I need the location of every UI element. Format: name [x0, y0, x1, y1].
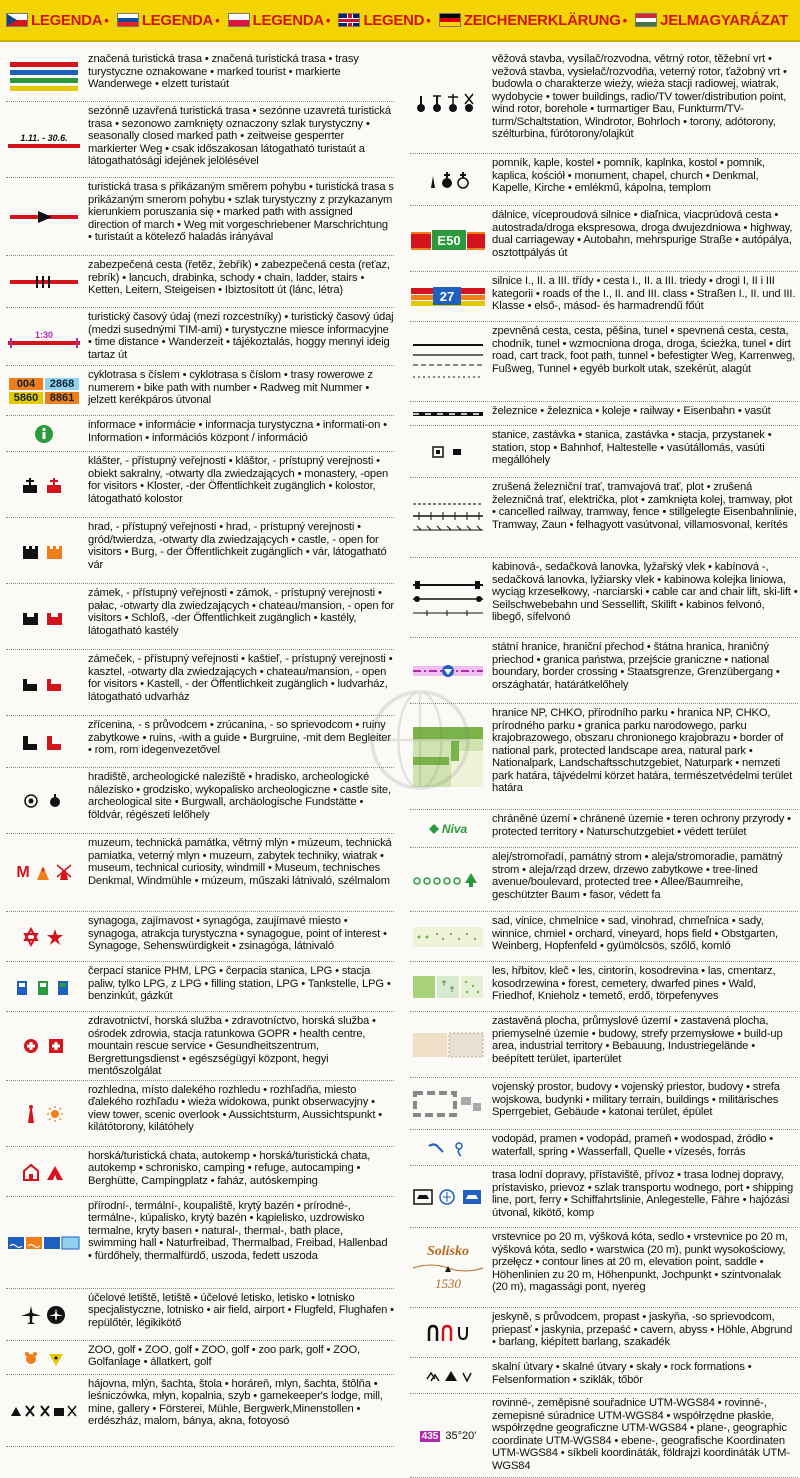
filling-station-icon [6, 965, 82, 1009]
legend-entry [410, 1012, 798, 1078]
cancelled-railway-icon [410, 481, 486, 555]
legend-text: cyklotrasa s číslem • cyklotrasa s číslom • trasy rowerowe z numerem • bike path with number • Radweg mit Nummer • jelzett kerékpáros útvonal [88, 369, 373, 406]
legend-text: zastavěná plocha, průmyslové území • zastavená plocha, priemyselné územie • budowy, strefy przemysłowe • build-up area, industrial territory • Bebauung, Industriegelände • beépített terület, iparterület [492, 1015, 783, 1065]
synagogue-poi-icon [6, 915, 82, 959]
museum-windmill-icon: M [6, 837, 82, 909]
legend-entry [6, 366, 394, 416]
legend-entry [6, 962, 394, 1012]
legend-text: skalní útvary • skalné útvary • skały • rock formations • Felsenformation • sziklák, tőbör [492, 1361, 752, 1386]
legend-entry [6, 1289, 394, 1341]
bike-code: 004 [9, 378, 43, 390]
header-label: JELMAGYARÁZAT [660, 11, 788, 29]
legend-text: vodopád, pramen • vodopád, prameň • wodospad, źródło • waterfall, spring • Wasserfall, Quelle • vízesés, forrás [492, 1133, 774, 1158]
czech-flag-icon [6, 13, 28, 27]
header-segment-gb: LEGEND • [332, 0, 432, 40]
legend-text: hranice NP, CHKO, přírodního parku • hranica NP, CHKO, prírodného parku • granica parku narodowego, parku krajobrazowego, obszaru chronionego krajobrazu • border of national park, protected landscape area, natural park • Nationalpark, Landschaftsschutzgebiet, Naturpark • nemzeti park határa, tájvédelmi körzet határa, természetvédelmi terület határa [492, 707, 793, 794]
legend-text: státní hranice, hraniční přechod • štátna hranica, hraničný priechod • granica państwa, przejście graniczne • national boundary, border crossing • Staatsgrenze, Grenzübergang • országhatár, határátkelőhely [492, 641, 780, 691]
road-class-icon [410, 275, 486, 319]
legend-entry [6, 178, 394, 256]
cave-abyss-icon [410, 1311, 486, 1355]
slovak-flag-icon [117, 13, 139, 27]
legend-entry [6, 518, 394, 584]
legend-text: zámek, - přístupný veřejnosti • zámok, - prístupný verejnosti • pałac, -otwarty dla zwiedzających • chateau/mansion, - open for visitors • Schloß, -der Öffentlichkeit zugänglich • kastély, látogatható kastély [88, 587, 395, 637]
legend-text: přírodní-, termální-, koupaliště, krytý bazén • prírodné-, termálne-, kúpalisko, krytý bazén • kąpielisko, uzdrowisko termalne, kryty basen • natural-, thermal-, bath place, swimming hall • Naturfreibad, Thermalbad, Freibad, Hallenbad • fürdőhely, thermalfürdő, uszoda, fedett uszoda [88, 1199, 388, 1262]
legend-text: dálnice, víceproudová silnice • diaľnica, viacprúdová cesta • autostrada/droga ekspresowa, droga dwujezdniowa • highway, dual carriageway • Autobahn, mehrspurige Straße • autópálya, osztottpályás út [492, 209, 793, 259]
protected-territory-icon [410, 813, 486, 845]
legend-text: zřícenina, - s průvodcem • zrúcanina, - so sprievodcom • ruiny zabytkowe • ruins, -with a guide • Burgruine, -mit dem Begleiter • rom, rom idegenvezetővel [88, 719, 391, 756]
legend-text: pomník, kaple, kostel • pomník, kaplnka, kostol • pomnik, kaplica, kościół • monument, chapel, church • Denkmal, Kapelle, Kirche • emlékmű, kápolna, templom [492, 157, 765, 194]
legend-text: horská/turistická chata, autokemp • horská/turistická chata, autokemp • schronisko, camping • refuge, autocamping • Berghütte, Campingplatz • faház, autóskemping [88, 1149, 371, 1187]
forest-cemetery-icon [410, 965, 486, 1009]
information-icon [6, 419, 82, 449]
marked-trails-icon [6, 53, 82, 99]
waterfall-spring-icon [410, 1133, 486, 1163]
header-label: ZEICHENERKLÄRUNG [463, 11, 621, 29]
health-centre-icon [6, 1015, 82, 1078]
legend-text: trasa lodní dopravy, přístaviště, přívoz • trasa lodnej dopravy, prístavisko, prievoz • szlak transportu wodnego, port • shipping line, port, ferry • Schiffahrtslinie, Anlegestelle, Fähre • hajózási útvonal, kikötő, komp [492, 1169, 794, 1219]
header-label: LEGEND [363, 11, 425, 29]
header-label: LEGENDA [252, 11, 324, 29]
legend-text: stanice, zastávka • stanica, zastávka • stacja, przystanek • station, stop • Bahnhof, Haltestelle • vasútállomás, vasúti megállóhely [492, 429, 772, 466]
uk-flag-icon [338, 13, 360, 27]
manor-icon [6, 653, 82, 713]
legend-text: zámeček, - přístupný veřejnosti • kaštieľ, - prístupný verejnosti • kasztel, -otwarty dla zwiedzających • chateau/mansion, - open for visitors • Kastell, - der Öffentlichkeit zugänglich • ludvarház, látogatható udvarház [88, 653, 393, 703]
view-tower-icon [6, 1084, 82, 1144]
header-segment-pl: LEGENDA • [222, 0, 333, 40]
legend-entry [410, 1394, 798, 1478]
time-label: 1:30 [34, 329, 53, 340]
airfield-icon [6, 1292, 82, 1338]
protected-area-name: Niva [441, 822, 468, 836]
legend-text: chráněné území • chránené územie • teren ochrony przyrody • protected territory • Naturschutzgebiet • védett terület [492, 813, 791, 838]
german-flag-icon [439, 13, 461, 27]
highway-icon [410, 209, 486, 269]
legend-text: hradiště, archeologické naleziště • hradisko, archeologické nálezisko • grodzisko, wykopalisko archeologiczne • castle site, archeological site • Burgwall, archäologische Fundstätte • földvár, régészeti lelőhely [88, 771, 391, 821]
legend-text: zrušená železniční trať, tramvajová trať, plot • zrušená železničná trať, električka, plot • zamknięta kolej, tramway, płot • cancelled railway, tramway, fence • stillgelegte Eisenbahnlinie, Tramway, Zaun • felhagyott vasútvonal, villamosvonal, kerítés [492, 481, 797, 531]
legend-entry [6, 1375, 394, 1447]
season-label: 1.11. - 30.6. [20, 132, 68, 143]
bike-code: 5860 [9, 392, 43, 404]
legend-entry [410, 848, 798, 912]
contour-elevation-icon [410, 1231, 486, 1305]
one-way-trail-icon [6, 181, 82, 253]
legend-entry [6, 650, 394, 716]
legend-text: rozhledna, místo dalekého rozhledu • rozhľadňa, miesto ďalekého rozhľadu • wieża widokowa, punkt obserwacyjny • view tower, scenic overlook • Aussichtsturm, Aussichtspunkt • kilátótorony, kilátóhely [88, 1083, 383, 1133]
utm-coordinates-icon [410, 1397, 486, 1475]
legend-text: sezónně uzavřená turistická trasa • sezónne uzavretá turistická trasa • sezonowo zamknięty oznaczony szlak turystyczny • seasonally closed marked path • zeitweise gesperrter markierter Weg • csak időszakosan látogatható turistaút a látogathatósági idejének jelölésével [88, 105, 391, 167]
legend-entry [6, 452, 394, 518]
legend-entry [410, 322, 798, 402]
legend-text: hájovna, mlýn, šachta, štola • horáreň, mlyn, šachta, štôlňa • leśniczówka, młyn, kopalnia, szyb • gamekeeper's lodge, mill, mine, gallery • Försterei, Mühle, Bergwerk,Minenstollen • erdészház, malom, bánya, akna, fotoyosó [88, 1377, 383, 1427]
legend-entry [6, 308, 394, 366]
highway-code: E50 [431, 229, 467, 251]
legend-text: sad, vinice, chmelnice • sad, vinohrad, chmeľnica • sady, winnice, chmiel • orchard, vineyard, hops field • Obstgarten, Weinberg, Hopfenfeld • gyümölcsös, szőlő, komló [492, 915, 778, 952]
bike-code: 8861 [45, 392, 79, 404]
military-terrain-icon [410, 1081, 486, 1127]
legend-text: alej/stromořadí, památný strom • aleja/stromoradie, pamätný strom • aleja/rząd drzew, drzewo zabytkowe • tree-lined avenue/boulevard, protected tree • Allee/Baumreihe, geschützter Baum • fasor, védett fa [492, 851, 783, 901]
legend-text: vojenský prostor, budovy • vojenský priestor, budovy • strefa wojskowa, budynki • military terrain, buildings • militärisches Sperrgebiet, Gebäude • katonai terület, épület [492, 1081, 780, 1118]
geographic-coordinate-label: 35°20' [445, 1430, 477, 1442]
rock-formations-icon [410, 1361, 486, 1391]
hungarian-flag-icon [635, 13, 657, 27]
legend-entry [410, 154, 798, 206]
legend-text: turistický časový údaj (mezi rozcestníky) • turistický časový údaj (medzi susednými TIM-ami) • turystyczne miesce informacyjne • time distance • Wanderzeit • tájékoztalás, hoggy mennyi ideig tartaz út [88, 311, 394, 361]
seasonal-closed-trail-icon [6, 105, 82, 175]
polish-flag-icon [228, 13, 250, 27]
legend-text: značená turistická trasa • značená turistická trasa • trasy turystyczne oznakowane • marked tourist • markierte Wanderwege • elzett turistaút [88, 53, 359, 90]
legend-text: čerpací stanice PHM, LPG • čerpacia stanica, LPG • stacja paliw, tylko LPG, z LPG • filling station, LPG • Tankstelle, LPG • benzinkút, gázkút [88, 965, 391, 1002]
legend-entry [6, 768, 394, 834]
zoo-golf-icon [6, 1344, 82, 1372]
legend-entry [410, 1166, 798, 1228]
legend-text: les, hřbitov, kleč • les, cintorín, kosodrevina • las, cmentarz, kosodrzewina • forest, cemetery, dwarfed pines • Wald, Friedhof, Knieholz • temető, erdő, törpefenyves [492, 965, 776, 1002]
legend-entry [6, 912, 394, 962]
orchard-vineyard-icon [410, 915, 486, 959]
legend-text: vrstevnice po 20 m, výšková kóta, sedlo • vrstevnice po 20 m, výšková kóta, sedlo • warstwica (20 m), punkt wysokościowy, przełęcz • contour lines at 20 m, elevation point, saddle • Höhenlinien zu 20 m, Höhenpunkt, Jochpunkt • szintvonalak (20 m), magassági pont, nyereg [492, 1231, 788, 1293]
legend-entry [6, 584, 394, 650]
legend-entry [6, 1341, 394, 1375]
legend-entry [410, 810, 798, 848]
legend-header [0, 0, 800, 42]
tree-avenue-icon [410, 851, 486, 909]
legend-text: synagoga, zajímavost • synagóga, zaujímavé miesto • synagoga, atrakcja turystyczna • synagogue, point of interest • Synagoge, Sehenswürdigkeit • zsinagóga, látnivaló [88, 915, 387, 952]
header-label: LEGENDA [31, 11, 103, 29]
legend-text: účelové letiště, letiště • účelové letisko, letisko • lotnisko specjalistyczne, lotnisko • air field, airport • Flugfeld, Flughafen • repülőtér, légikikötő [88, 1291, 394, 1329]
castle-icon [6, 521, 82, 581]
legend-entry [6, 102, 394, 178]
legend-entry [410, 912, 798, 962]
monument-chapel-church-icon [410, 157, 486, 203]
legend-entry [6, 416, 394, 452]
chateau-icon [6, 587, 82, 647]
time-distance-icon [6, 311, 82, 363]
legend-entry [6, 716, 394, 768]
chalet-camping-icon [6, 1150, 82, 1194]
legend-entry [6, 1147, 394, 1197]
legend-column-left [6, 50, 394, 1447]
header-segment-sk: LEGENDA • [111, 0, 222, 40]
legend-entry [410, 1308, 798, 1358]
legend-entry [410, 272, 798, 322]
lodge-mill-mine-icon [6, 1378, 82, 1444]
legend-entry [6, 50, 394, 102]
station-stop-icon [410, 429, 486, 475]
legend-text: turistická trasa s přikázaným směrem pohybu • turistická trasa s prikázaným smerom pohybu • szlak turystyczny z przykazanym kierunkiem poruszania się • marked path with assigned direction of march • Weg mit vorgeschriebener Marschrichtung • turistaút a kötelező haladás irányával [88, 181, 394, 243]
peak-elevation: 1530 [435, 1276, 461, 1291]
legend-entry [6, 1081, 394, 1147]
built-up-area-icon [410, 1015, 486, 1075]
header-label: LEGENDA [141, 11, 214, 29]
legend-entry [6, 256, 394, 308]
peak-name: Solisko [426, 1244, 469, 1259]
legend-entry [410, 1078, 798, 1130]
utm-grid-label: 435 [421, 1430, 439, 1442]
legend-text: klášter, - přístupný veřejnosti • kláštor, - prístupný verejnosti • obiekt sakralny, -otwarty dla zwiedzających • monastery, -open for visitors • Kloster, -der Öffentlichkeit zugänglich • kolostor, látogatható kolostor [88, 455, 389, 505]
shipping-port-ferry-icon [410, 1169, 486, 1225]
legend-text: zpevněná cesta, cesta, pěšina, tunel • spevnená cesta, cesta, chodník, tunel • wzmocniona droga, droga, ścieżka, tunel • dirt road, cart track, foot path, tunnel • befestigter Weg, Karrenweg, Fußweg, Tunnel • egyéb burkolt utak, szekérút, alagút [492, 325, 796, 375]
legend-text: věžová stavba, vysílač/rozvodna, větrný rotor, těžební vrt • vežová stavba, vysielač/rozvodňa, veterný rotor, ťažobný vrt • budowla o charakterze wieży, wieża stacji radiowej, wiatrak, wydobycie • tower buildings, radio/TV tower/distribution point, wind rotor, borehole • turmartiger Bau, Funkturm/TV-turm/Schaltstation, Windrotor, Bohrloch • torony, adótorony, szélturbina, fúrótorony/olajkút [492, 53, 787, 140]
header-segment-cz: LEGENDA • [0, 0, 111, 40]
secured-path-icon [6, 259, 82, 305]
legend-entry [410, 962, 798, 1012]
railway-icon [410, 405, 486, 423]
legend-entry [410, 402, 798, 426]
cable-car-icon [410, 561, 486, 635]
legend-entry [410, 1228, 798, 1308]
legend-text: silnice I., II. a III. třídy • cesta I., II. a III. triedy • drogi I, II i III kategorii • roads of the I., II. and III. class • Straßen I., II. und III. Klasse • első-, másod- és harmadrendű főút [492, 275, 796, 312]
legend-entry [410, 1358, 798, 1394]
legend-text: ZOO, golf • ZOO, golf • ZOO, golf • zoo park, golf • ZOO, Golfanlage • állatkert, golf [88, 1343, 360, 1368]
legend-entry [410, 1130, 798, 1166]
legend-entry [410, 558, 798, 638]
bike-route-numbers-icon [6, 369, 82, 413]
road-number: 27 [433, 287, 461, 305]
legend-text: muzeum, technická památka, větrný mlýn • múzeum, technická pamiatka, veterný mlyn • muzeum, zabytek techniky, wiatrak • museum, technical curiosity, windmill • Museum, technisches Denkmal, Windmühle • múzeum, műszaki látnivaló, szélmalom [88, 837, 392, 887]
legend-entry [410, 478, 798, 558]
legend-text: rovinné-, zeměpisné souřadnice UTM-WGS84 • rovinné-, zemepisné súradnice UTM-WGS84 • współrzędne płaskie, współrzędne geograficzne UTM-WGS84 • plane-, geographic coordinate UTM-WGS84 • ebene-, geografische Koordinaten UTM-WGS84 • síkbeli koordináták, földrajzi koordináták UTM-WGS84 [492, 1397, 790, 1472]
ruins-icon [6, 719, 82, 765]
legend-text: železnice • železnica • koleje • railway • Eisenbahn • vasút [492, 405, 771, 417]
legend-text: informace • informácie • informacja turystyczna • informati-on • Information • információs központ / információ [88, 419, 387, 444]
legend-entry [410, 206, 798, 272]
legend-entry [6, 834, 394, 912]
header-segment-hu [629, 0, 788, 40]
legend-entry [6, 1012, 394, 1081]
legend-text: kabinová-, sedačková lanovka, lyžařský vlek • kabínová -, sedačková lanovka, lyžiarsky vlek • kabinowa kolejka liniowa, wyciąg krzesełkowy, -narciarski • cable car and chair lift, ski-lift • Seilschwebebahn und Sessellift, Skilift • kabinos felvonó, libegő, sífelvonó [492, 561, 798, 623]
legend-text: jeskyně, s průvodcem, propast • jaskyňa, -so sprievodcom, priepasť • jaskynia, przepaść • cavern, abyss • Höhle, Abgrund • barlang, kiépített barlang, szakadék [492, 1311, 793, 1348]
tower-buildings-icon [410, 53, 486, 151]
monastery-icon [6, 455, 82, 515]
legend-text: hrad, - přístupný veřejnosti • hrad, - prístupný verejnosti • gród/twierdza, -otwarty dla zwiedzających • castle, - open for visitors • Burg, - der Öffentlichkeit zugänglich • vár, látogatható vár [88, 521, 387, 571]
header-segment-de: ZEICHENERKLÄRUNG • [433, 0, 629, 40]
archeological-site-icon [6, 771, 82, 831]
roads-paths-icon [410, 325, 486, 399]
legend-entry [6, 1197, 394, 1289]
legend-entry [410, 50, 798, 154]
bathing-place-icon [6, 1200, 82, 1286]
legend-text: zabezpečená cesta (řetěz, žebřík) • zabezpečená cesta (reťaz, rebrík) • lancuch, drabinka, schody • chain, ladder, stairs • Ketten, Leitern, Steigeisen • Ibiztosított út (lánc, létra) [88, 259, 390, 296]
bike-code: 2868 [45, 378, 79, 390]
legend-text: zdravotnictví, horská služba • zdravotníctvo, horská služba • ośrodek zdrowia, stacja ratunkowa GOPR • health centre, mountain rescue service • Gesundheitszentrum, Bergrettungsdienst • egészségügyi központ, hegyi mentőszolgálat [88, 1015, 376, 1077]
legend-entry [410, 426, 798, 478]
globe-watermark-icon [360, 680, 480, 800]
